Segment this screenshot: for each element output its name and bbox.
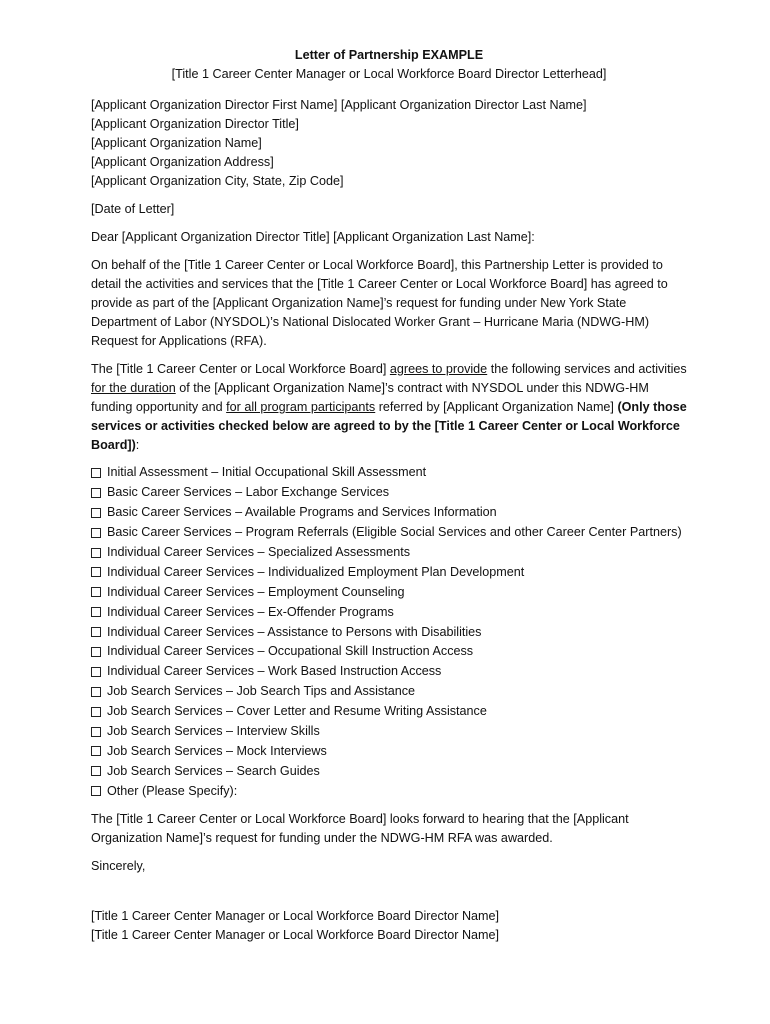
checklist-item-label: Job Search Services – Search Guides bbox=[107, 763, 320, 778]
checklist-item-label: Individual Career Services – Ex-Offender Programs bbox=[107, 604, 394, 619]
checklist-item bbox=[91, 741, 690, 761]
checkbox[interactable] bbox=[91, 548, 101, 558]
checklist-item bbox=[91, 642, 690, 662]
services-paragraph bbox=[91, 360, 690, 455]
checklist-item bbox=[91, 761, 690, 781]
checklist-item bbox=[91, 562, 690, 582]
checklist-item-label: Basic Career Services – Labor Exchange Services bbox=[107, 485, 390, 500]
checkbox[interactable] bbox=[91, 468, 101, 478]
recipient-line: [Applicant Organization Address] bbox=[91, 155, 274, 169]
underlined-agrees: agrees to provide bbox=[389, 362, 488, 376]
checkbox[interactable] bbox=[91, 528, 101, 538]
services-text-4: referred by [Applicant Organization Name] bbox=[375, 400, 618, 414]
checkbox[interactable] bbox=[91, 607, 101, 617]
signature-name-line: [Title 1 Career Center Manager or Local Workforce Board Director Name] bbox=[91, 928, 500, 943]
checkbox[interactable] bbox=[91, 567, 101, 577]
checklist-item bbox=[91, 483, 690, 503]
checklist-item-label: Basic Career Services – Program Referrals (Eligible Social Services and other Career Center Partners) bbox=[107, 525, 682, 540]
checklist-item-label: Job Search Services – Job Search Tips and Assistance bbox=[107, 684, 416, 699]
checkbox[interactable] bbox=[91, 786, 101, 796]
checklist-item bbox=[91, 622, 690, 642]
checkbox[interactable] bbox=[91, 647, 101, 657]
underlined-participants: for all program participants bbox=[226, 400, 376, 414]
checklist-item-label: Other (Please Specify): bbox=[107, 783, 238, 798]
checklist-item-label: Initial Assessment – Initial Occupational Skill Assessment bbox=[107, 465, 427, 480]
checklist-item bbox=[91, 682, 690, 702]
checklist-item bbox=[91, 523, 690, 543]
checklist-item bbox=[91, 503, 690, 523]
services-text-3: of the [Applicant Organization Name]’s contract with NYSDOL under this NDWG-HM funding opportunity and bbox=[91, 381, 649, 414]
checklist-item bbox=[91, 543, 690, 563]
checkbox[interactable] bbox=[91, 766, 101, 776]
checkbox[interactable] bbox=[91, 746, 101, 756]
recipient-line: [Applicant Organization Name] bbox=[91, 136, 262, 150]
checklist-item-label: Individual Career Services – Employment Counseling bbox=[107, 584, 405, 599]
bold-instruction: (Only those services or activities checked below are agreed to by the [Title 1 Career Center or Local Workforce Board]) bbox=[91, 400, 687, 452]
checklist-item bbox=[91, 722, 690, 742]
recipient-address-block bbox=[91, 96, 690, 191]
checklist-item-label: Job Search Services – Mock Interviews bbox=[107, 743, 327, 758]
checklist-item-label: Individual Career Services – Specialized Assessments bbox=[107, 545, 411, 559]
checkbox[interactable] bbox=[91, 707, 101, 717]
checkbox[interactable] bbox=[91, 727, 101, 737]
checklist-item bbox=[91, 582, 690, 602]
intro-paragraph: On behalf of the [Title 1 Career Center or Local Workforce Board], this Partnership Letter is provided to detail the activities and services that the [Title 1 Career Center or Local Workforce Board] has agreed to provide as part of the [Applicant Organization Name]’s request for funding under New York State Department of Labor (NYSDOL)’s National Dislocated Worker Grant – Hurricane Maria (NDWG-HM) Request for Applications (RFA). bbox=[91, 258, 668, 348]
checklist-item-label: Individual Career Services – Individualized Employment Plan Development bbox=[107, 564, 525, 579]
date-line: [Date of Letter] bbox=[91, 202, 175, 216]
signature-name-line: [Title 1 Career Center Manager or Local Workforce Board Director Name] bbox=[91, 909, 500, 924]
underlined-duration: for the duration bbox=[91, 381, 176, 395]
checklist-item bbox=[91, 463, 690, 483]
recipient-line: [Applicant Organization City, State, Zip Code] bbox=[91, 174, 344, 188]
services-text-1: The [Title 1 Career Center or Local Workforce Board] bbox=[91, 362, 390, 376]
letter-title: Letter of Partnership EXAMPLE bbox=[294, 48, 484, 62]
checklist-item bbox=[91, 702, 690, 722]
checklist-item bbox=[91, 662, 690, 682]
services-text-end: : bbox=[135, 438, 140, 452]
salutation: Dear [Applicant Organization Director Title] [Applicant Organization Last Name]: bbox=[91, 230, 535, 244]
checklist-item-label: Basic Career Services – Available Programs and Services Information bbox=[107, 505, 497, 520]
letterhead-placeholder: [Title 1 Career Center Manager or Local Workforce Board Director Letterhead] bbox=[171, 67, 607, 81]
checklist-item-label: Individual Career Services – Work Based Instruction Access bbox=[107, 664, 442, 679]
checklist-item bbox=[91, 781, 690, 801]
recipient-line: [Applicant Organization Director First Name] [Applicant Organization Director Last Name] bbox=[91, 98, 587, 112]
closing-paragraph: The [Title 1 Career Center or Local Workforce Board] looks forward to hearing that the [Applicant Organization Name]’s request for funding under the NDWG-HM RFA was awarded. bbox=[91, 812, 629, 846]
sign-off: Sincerely, bbox=[91, 859, 146, 874]
checkbox[interactable] bbox=[91, 488, 101, 498]
checkbox[interactable] bbox=[91, 587, 101, 597]
checklist-item bbox=[91, 602, 690, 622]
recipient-line: [Applicant Organization Director Title] bbox=[91, 117, 299, 131]
checklist-item-label: Individual Career Services – Assistance to Persons with Disabilities bbox=[107, 624, 482, 639]
checklist-item-label: Job Search Services – Cover Letter and Resume Writing Assistance bbox=[107, 704, 487, 719]
services-text-2: the following services and activities bbox=[487, 362, 687, 376]
checkbox[interactable] bbox=[91, 667, 101, 677]
checkbox[interactable] bbox=[91, 687, 101, 697]
checkbox[interactable] bbox=[91, 508, 101, 518]
checklist-item-label: Job Search Services – Interview Skills bbox=[107, 724, 320, 739]
signature-space bbox=[91, 876, 690, 907]
checkbox[interactable] bbox=[91, 627, 101, 637]
title-block bbox=[88, 46, 690, 84]
services-checklist bbox=[91, 463, 690, 801]
checklist-item-label: Individual Career Services – Occupational Skill Instruction Access bbox=[107, 644, 474, 659]
